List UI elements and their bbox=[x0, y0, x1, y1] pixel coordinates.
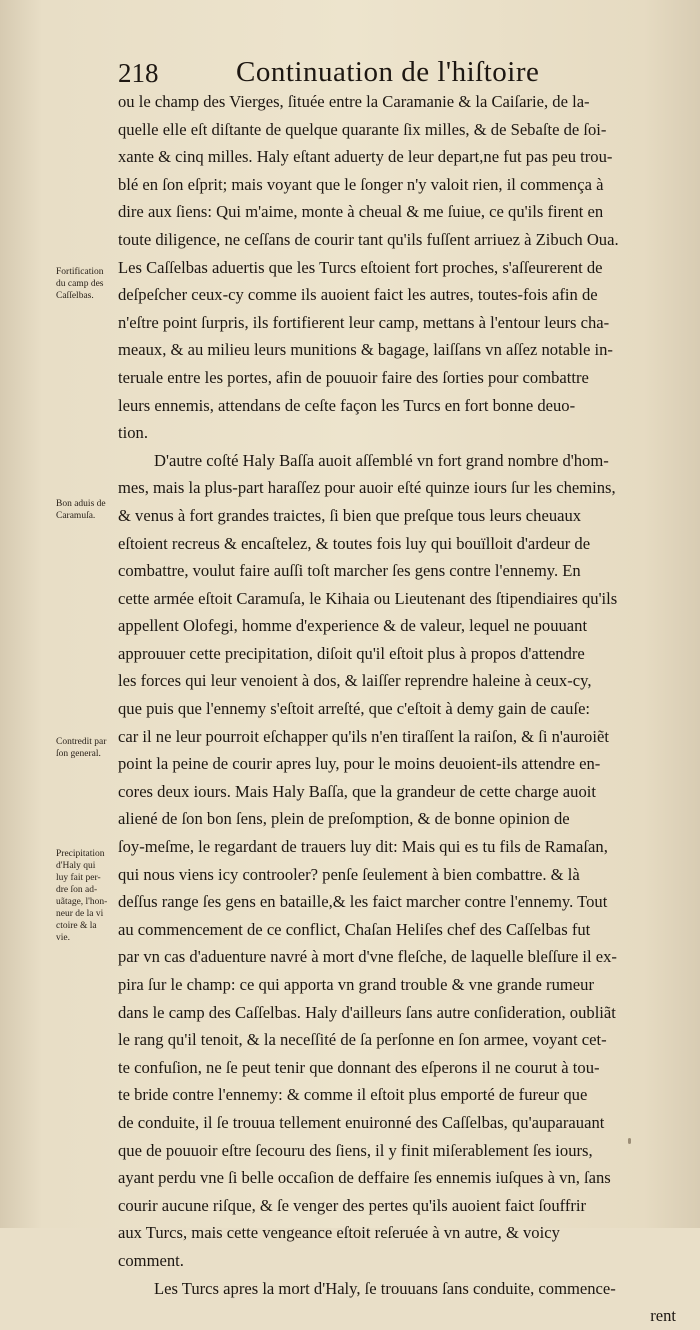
text-line: aliené de ſon bon ſens, plein de preſomption, & de bonne opinion de bbox=[118, 809, 570, 829]
margin-note-line: vie. bbox=[56, 933, 70, 943]
text-line: approuuer cette precipitation, diſoit qu'il eſtoit plus à propos d'attendre bbox=[118, 643, 585, 663]
text-line: aux Turcs, mais cette vengeance eſtoit reſeruée à vn autre, & voicy bbox=[118, 1223, 560, 1243]
text-line: ayant perdu vne ſi belle occaſion de deffaire ſes ennemis iuſques à vn, ſans bbox=[118, 1168, 611, 1188]
page-number: 218 bbox=[118, 58, 159, 88]
margin-note-line: Bon aduis de bbox=[56, 499, 106, 509]
text-line: les forces qui leur venoient à dos, & laiſſer reprendre haleine à ceux-cy, bbox=[118, 671, 592, 691]
text-line: te confuſion, ne ſe peut tenir que donnant des eſperons il ne courut à tou- bbox=[118, 1057, 600, 1077]
text-line: au commencement de ce conflict, Chaſan Heliſes chef des Caſſelbas fut bbox=[118, 919, 591, 939]
text-line: & venus à fort grandes traictes, ſi bien que preſque tous leurs cheuaux bbox=[118, 505, 582, 525]
margin-note-line: luy fait per- bbox=[56, 873, 101, 883]
text-line: deſpeſcher ceux-cy comme ils auoient faict les autres, toutes-fois afin de bbox=[118, 285, 598, 305]
margin-note-line: dre ſon ad- bbox=[56, 885, 98, 895]
margin-note-contredit bbox=[56, 736, 118, 760]
margin-note-line: d'Haly qui bbox=[56, 861, 96, 871]
text-line: mes, mais la plus-part haraſſez pour auoir eſté quinze iours ſur les chemins, bbox=[118, 478, 616, 498]
text-line: pira ſur le champ: ce qui apporta vn grand trouble & vne grande rumeur bbox=[118, 975, 594, 994]
margin-note-precipitation bbox=[56, 848, 118, 944]
margin-note-line: neur de la vi bbox=[56, 909, 104, 919]
text-line: teruale entre les portes, afin de pouuoir faire des ſorties pour combattre bbox=[118, 367, 589, 387]
margin-note-fortification bbox=[56, 266, 118, 302]
text-line: te bride contre l'ennemy: & comme il eſtoit plus emporté de fureur que bbox=[118, 1085, 588, 1105]
margin-note-line: ſon general. bbox=[56, 749, 101, 759]
text-line: combattre, voulut faire auſſi toſt marcher ſes gens contre l'ennemy. En bbox=[118, 561, 581, 581]
running-title: Continuation de l'hiſtoire bbox=[236, 56, 540, 88]
text-line: car il ne leur pourroit eſchapper qu'ils n'en tiraſſent la raiſon, & ſi n'auroiẽt bbox=[118, 726, 609, 746]
paragraph-start-line: D'autre coſté Haly Baſſa auoit aſſemblé vn fort grand nombre d'hom- bbox=[154, 450, 609, 470]
text-line: deſſus range ſes gens en bataille,& les faict marcher contre l'ennemy. Tout bbox=[118, 892, 608, 912]
catchword: rent bbox=[650, 1306, 676, 1326]
text-line: toute diligence, ne ceſſans de courir tant qu'ils fuſſent arriuez à Zibuch Oua. bbox=[118, 229, 619, 249]
text-line: quelle elle eſt diſtante de quelque quarante ſix milles, & de Sebaſte de ſoi- bbox=[118, 119, 607, 139]
text-line: courir aucune riſque, & ſe venger des pertes qu'ils auoient faict ſouffrir bbox=[118, 1195, 587, 1215]
margin-note-line: Precipitation bbox=[56, 849, 105, 859]
margin-note-line: uãtage, l'hon- bbox=[56, 897, 108, 907]
text-line: appellent Olofegi, homme d'experience & de valeur, lequel ne pouuant bbox=[118, 616, 588, 636]
text-line: cores deux iours. Mais Haly Baſſa, que la grandeur de cette charge auoit bbox=[118, 781, 596, 801]
margin-note-bon-aduis bbox=[56, 498, 118, 522]
margin-note-line: Caramuſa. bbox=[56, 511, 96, 521]
text-line: comment. bbox=[118, 1250, 184, 1270]
text-line: que puis que l'ennemy s'eſtoit arreſté, que c'eſtoit à demy gain de cauſe: bbox=[118, 699, 591, 719]
text-line: leurs ennemis, attendans de ceſte façon les Turcs en fort bonne deuo- bbox=[118, 395, 576, 415]
text-line: le rang qu'il tenoit, & la neceſſité de ſa perſonne en ſon armee, voyant cet- bbox=[118, 1030, 607, 1050]
text-line: eſtoient recreus & encaſtelez, & toutes fois luy qui bouïlloit d'ardeur de bbox=[118, 533, 591, 553]
body-text bbox=[118, 88, 676, 1330]
text-line: par vn cas d'aduenture navré à mort d'vne fleſche, de laquelle bleſſure il ex- bbox=[118, 947, 617, 967]
margin-note-line: Fortification bbox=[56, 267, 104, 277]
paragraph-start-line: Les Turcs apres la mort d'Haly, ſe trouuans ſans conduite, commence- bbox=[154, 1278, 616, 1298]
margin-note-line: Caſſelbas. bbox=[56, 291, 94, 301]
text-line: tion. bbox=[118, 423, 148, 443]
margin-note-line: ctoire & la bbox=[56, 921, 97, 931]
text-line: ou le champ des Vierges, ſituée entre la Caramanie & la Caiſarie, de la- bbox=[118, 92, 590, 111]
text-line: qui nous viens icy controoler? penſe ſeulement à bien combattre. & là bbox=[118, 864, 580, 884]
text-line: dire aux ſiens: Qui m'aime, monte à cheual & me ſuiue, ce qu'ils firent en bbox=[118, 202, 604, 222]
text-line: meaux, & au milieu leurs munitions & bagage, laiſſans vn aſſez notable in- bbox=[118, 340, 613, 360]
text-line: xante & cinq milles. Haly eſtant aduerty de leur depart,ne fut pas peu trou- bbox=[118, 147, 613, 167]
text-line: de conduite, il ſe trouua tellement enuironné des Caſſelbas, qu'auparauant bbox=[118, 1112, 605, 1132]
margin-note-line: Contredit par bbox=[56, 737, 107, 747]
text-line: que de pouuoir eſtre ſecouru des ſiens, il y finit miſerablement ſes iours, bbox=[118, 1140, 593, 1160]
text-line: cette armée eſtoit Caramuſa, le Kihaia ou Lieutenant des ſtipendiaires qu'ils bbox=[118, 588, 618, 608]
text-line: ſoy-meſme, le regardant de trauers luy dit: Mais qui es tu fils de Ramaſan, bbox=[118, 837, 608, 857]
margin-note-line: du camp des bbox=[56, 279, 104, 289]
text-line: Les Caſſelbas aduertis que les Turcs eſtoient fort proches, s'aſſeurerent de bbox=[118, 257, 603, 277]
text-line: point la peine de courir apres luy, pour le moins deuoient-ils attendre en- bbox=[118, 754, 601, 774]
text-line: dans le camp des Caſſelbas. Haly d'ailleurs ſans autre conſideration, oubliãt bbox=[118, 1002, 616, 1022]
text-line: blé en ſon eſprit; mais voyant que le ſonger n'y valoit rien, il commença à bbox=[118, 174, 604, 194]
ink-spot bbox=[628, 1138, 631, 1144]
text-line: n'eſtre point ſurpris, ils fortifierent leur camp, mettans à l'entour leurs cha- bbox=[118, 312, 610, 332]
